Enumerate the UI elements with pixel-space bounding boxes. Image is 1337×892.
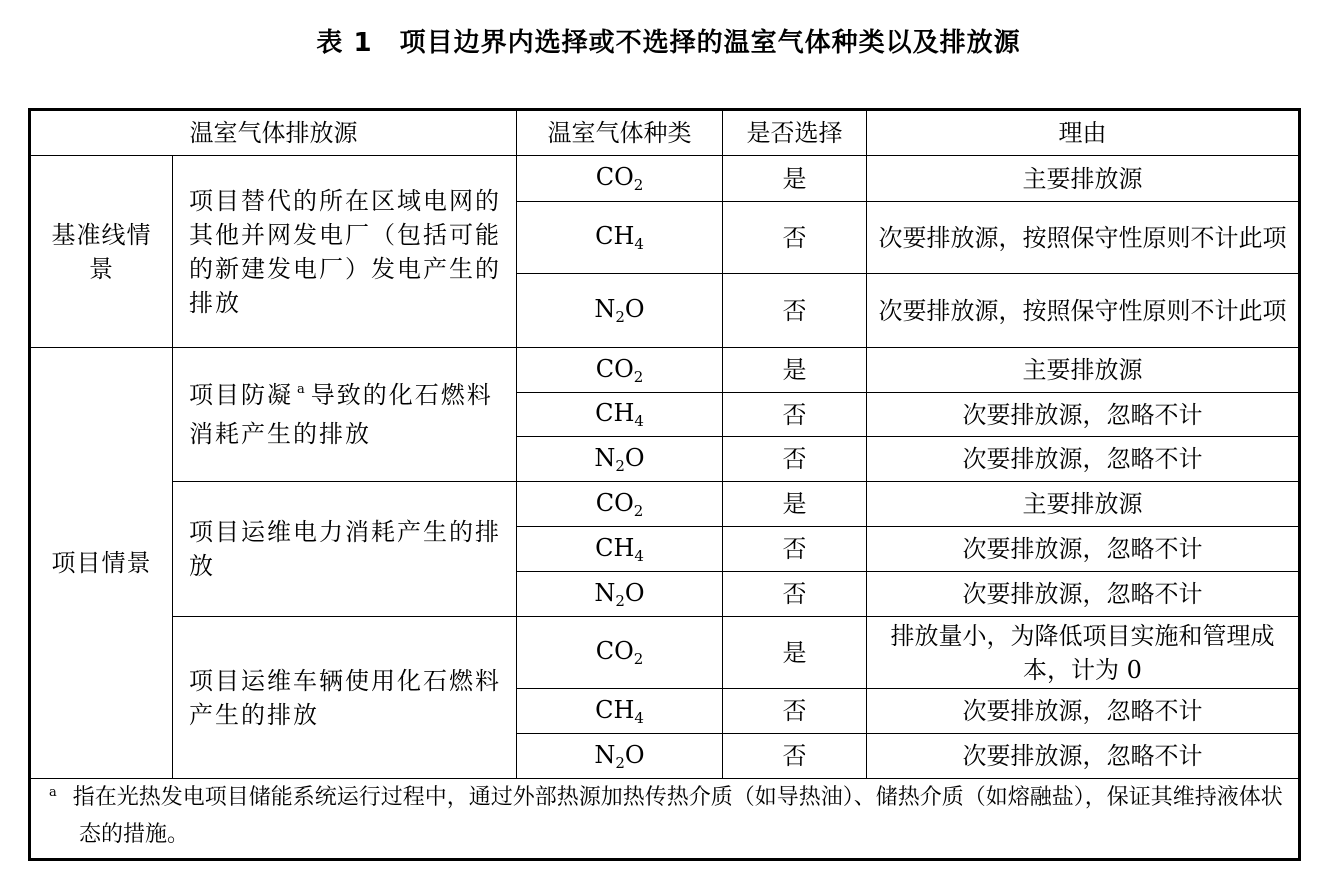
gas-cell: $CO_2$ (517, 348, 723, 393)
table-row (30, 348, 1300, 393)
selected-cell: 是 (723, 482, 867, 527)
selected-cell: 是 (723, 156, 867, 202)
footnote-mark: a (49, 785, 57, 800)
reason-cell: 次要排放源，忽略不计 (867, 527, 1300, 572)
selected-cell: 否 (723, 527, 867, 572)
selected-cell: 否 (723, 202, 867, 274)
selected-cell: 否 (723, 437, 867, 482)
header-gas: 温室气体种类 (517, 110, 723, 156)
selected-cell: 否 (723, 274, 867, 348)
footnote-text: 指在光热发电项目储能系统运行过程中，通过外部热源加热传热介质（如导热油）、储热介质（如熔融盐），保证其维持液体状态的措施。 (72, 785, 1283, 847)
table-row (30, 156, 1300, 202)
gas-cell: $N_2O$ (517, 734, 723, 779)
reason-cell: 次要排放源，忽略不计 (867, 572, 1300, 617)
scenario-label: 基准线情景 (51, 220, 152, 283)
gas-cell: $N_2O$ (517, 437, 723, 482)
gas-cell: $CH_4$ (517, 689, 723, 734)
reason-cell: 次要排放源，忽略不计 (867, 734, 1300, 779)
reason-cell: 主要排放源 (867, 156, 1300, 202)
reason-cell: 主要排放源 (867, 348, 1300, 393)
selected-cell: 否 (723, 689, 867, 734)
reason-cell: 次要排放源，忽略不计 (867, 437, 1300, 482)
selected-cell: 否 (723, 393, 867, 437)
table-row (30, 617, 1300, 689)
reason-cell: 次要排放源，忽略不计 (867, 689, 1300, 734)
scenario-project: 项目情景 (30, 348, 173, 779)
reason-cell: 排放量小，为降低项目实施和管理成本，计为 0 (867, 617, 1300, 689)
footnote-ref: a (297, 382, 307, 397)
gas-cell: $CO_2$ (517, 617, 723, 689)
selected-cell: 否 (723, 572, 867, 617)
reason-cell: 主要排放源 (867, 482, 1300, 527)
gas-cell: $CO_2$ (517, 482, 723, 527)
header-selected: 是否选择 (723, 110, 867, 156)
header-reason: 理由 (867, 110, 1300, 156)
gas-cell: $N_2O$ (517, 274, 723, 348)
source-anti-freeze: 项目防凝 $^a$ 导致的化石燃料消耗产生的排放 (173, 348, 517, 482)
selected-cell: 是 (723, 617, 867, 689)
gas-cell: $CO_2$ (517, 156, 723, 202)
table-row (30, 482, 1300, 527)
emission-table (28, 108, 1301, 861)
gas-cell: $N_2O$ (517, 572, 723, 617)
header-source: 温室气体排放源 (30, 110, 517, 156)
table-title: 表 1 项目边界内选择或不选择的温室气体种类以及排放源 (316, 28, 1021, 58)
gas-cell: $CH_4$ (517, 527, 723, 572)
source-vehicle-fuel: 项目运维车辆使用化石燃料产生的排放 (173, 617, 517, 779)
scenario-baseline (30, 156, 173, 348)
header-row (30, 110, 1300, 156)
footnote-row (30, 779, 1300, 860)
reason-cell: 次要排放源，按照保守性原则不计此项 (867, 274, 1300, 348)
source-power-consumption: 项目运维电力消耗产生的排放 (173, 482, 517, 617)
footnote (30, 779, 1300, 860)
selected-cell: 是 (723, 348, 867, 393)
reason-cell: 次要排放源，按照保守性原则不计此项 (867, 202, 1300, 274)
gas-cell: $CH_4$ (517, 202, 723, 274)
gas-cell: $CH_4$ (517, 393, 723, 437)
reason-cell: 次要排放源，忽略不计 (867, 393, 1300, 437)
source-grid-displacement: 项目替代的所在区域电网的其他并网发电厂（包括可能的新建发电厂）发电产生的排放 (173, 156, 517, 348)
selected-cell: 否 (723, 734, 867, 779)
